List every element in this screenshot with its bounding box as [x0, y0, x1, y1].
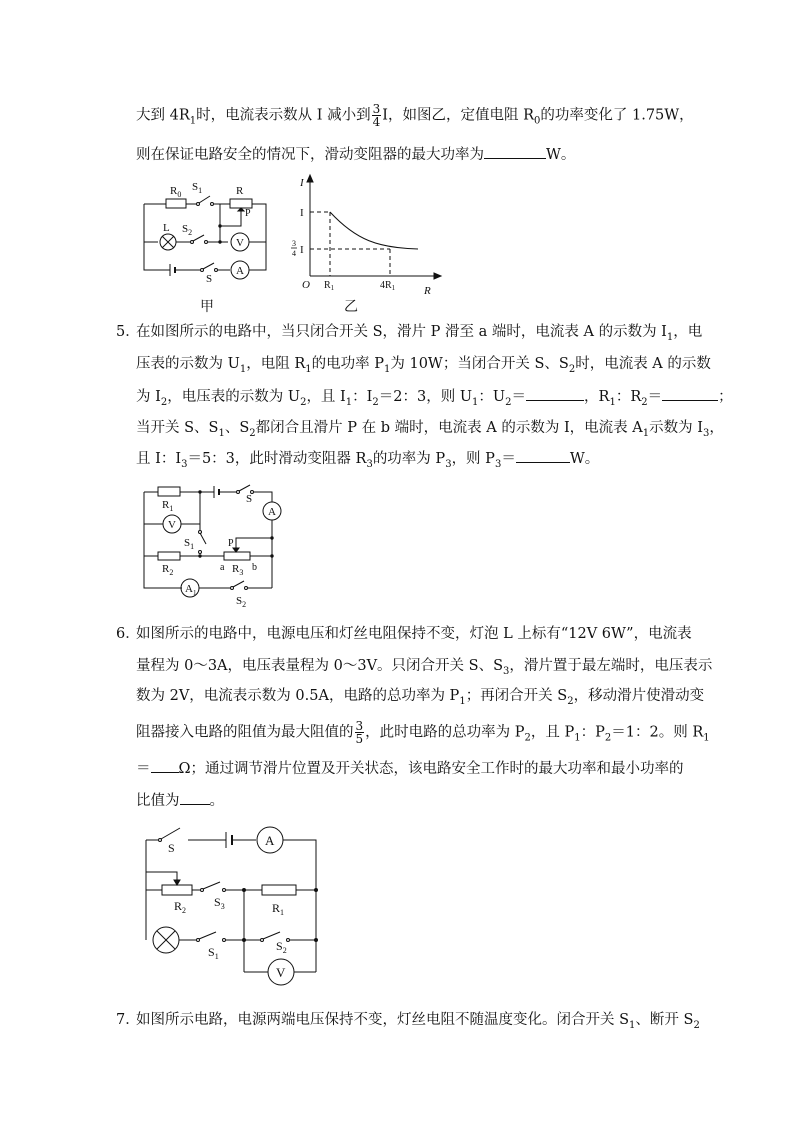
fraction-three-quarters: $\frac{3}{4}$	[372, 102, 381, 129]
rheostat-r2	[162, 885, 192, 895]
svg-text:A: A	[265, 833, 275, 848]
q6-line-6: 比值为 。	[136, 790, 224, 811]
svg-text:O: O	[302, 279, 310, 291]
q6-line-4: 阻器接入电路的阻值为最大阻值的 $\frac{3}{5}$ ，此时电路的总功率为 $P_2$，且 $P_1$：$P_2=1$：2。则 $R_1$	[136, 719, 710, 746]
q4-line-1: 大到 $4R_1$时，电流表示数从 I 减小到 $\frac{3}{4}$ I，如图乙，定值电阻 $R_0$的功率变化了 1.75W，	[136, 102, 694, 129]
resistor-r1	[158, 487, 180, 496]
resistor-r0	[166, 199, 186, 208]
svg-text:V: V	[236, 237, 244, 249]
rheostat-r	[230, 199, 252, 208]
caption-yi: 乙	[344, 299, 358, 315]
resistor-r2	[158, 552, 180, 560]
svg-text:R2: $R_2$	[162, 563, 174, 577]
caption-jia: 甲	[200, 299, 214, 315]
svg-text:R0: $R_0$	[170, 185, 182, 199]
svg-text:A1: $A_1$	[185, 583, 197, 597]
rheostat-r3	[224, 552, 250, 560]
q6-line-5: ＝ Ω；通过调节滑片位置及开关状态，该电路安全工作时的最大功率和最小功率的	[136, 758, 684, 779]
svg-text:b: b	[252, 562, 257, 573]
q6-line-3: 数为 2V，电流表示数为 0.5A，电路的总功率为 $P_1$；再闭合开关 $S_2$，移动滑片使滑动变	[136, 688, 705, 707]
q6-number: 6．	[116, 626, 140, 642]
svg-text:S: S	[206, 273, 213, 285]
q7-number: 7．	[116, 1012, 140, 1028]
resistor-r1	[262, 885, 296, 895]
svg-text:V: V	[276, 965, 286, 980]
svg-text:I: I	[300, 244, 304, 256]
svg-text:V: V	[168, 519, 176, 531]
answer-blank[interactable]	[484, 144, 546, 159]
svg-text:a: a	[220, 562, 225, 573]
fraction-three-fifths: $\frac{3}{5}$	[355, 719, 364, 746]
svg-text:S1: $S_1$	[192, 181, 203, 195]
q6-line-1: 如图所示的电路中，电源电压和灯丝电阻保持不变，灯泡 L 上标有“12V 6W”，电流表	[136, 626, 692, 642]
q6-line-2: 量程为 0～3A，电压表量程为 0～3V。只闭合开关 S、$S_3$，滑片置于最左端时，电压表示	[136, 658, 713, 677]
svg-text:S2: $S_2$	[182, 223, 193, 237]
svg-text:R1: $R_1$	[324, 280, 335, 292]
svg-text:3: 3	[292, 239, 296, 248]
svg-text:S2: $S_2$	[236, 595, 247, 609]
q7-line-1: 如图所示电路，电源两端电压保持不变，灯丝电阻不随温度变化。闭合开关 $S_1$、断开 $S_2$	[136, 1012, 700, 1031]
q5-line-1: 在如图所示的电路中，当只闭合开关 S，滑片 P 滑至 a 端时，电流表 A 的示数为 $I_1$，电	[136, 324, 703, 343]
answer-blank-r1[interactable]	[151, 758, 179, 773]
svg-text:R: R	[424, 285, 431, 297]
svg-text:P: P	[228, 538, 234, 549]
svg-text:R2: $R_2$	[174, 899, 187, 915]
graph-yi	[286, 172, 446, 297]
svg-text:P: P	[245, 208, 251, 219]
q5-line-4: 当开关 S、$S_1$、$S_2$都闭合且滑片 P 在 b 端时，电流表 A 的示数为 I，电流表 $A_1$示数为 $I_3$，	[136, 420, 724, 439]
answer-blank-p3[interactable]	[516, 448, 570, 463]
circuit-diagram-q6	[140, 822, 322, 994]
svg-text:A: A	[236, 265, 244, 277]
q5-line-3: 为 $I_2$，电压表的示数为 $U_2$，且 $I_1$：$I_2=2$：3，则 $U_1$：$U_2=$ ，$R_1$：$R_2=$ ；	[136, 386, 733, 413]
svg-text:S: S	[168, 841, 175, 855]
svg-text:R1: $R_1$	[272, 901, 285, 917]
q5-line-2: 压表的示数为 $U_1$，电阻 $R_1$的电功率 $P_1$为 10W；当闭合开关 S、$S_2$时，电流表 A 的示数	[136, 356, 711, 375]
svg-text:R: R	[236, 185, 244, 197]
answer-blank-ratio[interactable]	[180, 790, 210, 805]
svg-text:A: A	[268, 506, 276, 518]
q4-line-2: 则在保证电路安全的情况下，滑动变阻器的最大功率为 W。	[136, 144, 575, 165]
svg-text:S: S	[246, 493, 253, 505]
svg-text:S3: $S_3$	[214, 895, 225, 911]
svg-text:L: L	[163, 222, 170, 234]
svg-text:S1: $S_1$	[184, 537, 195, 551]
svg-text:R1: $R_1$	[162, 499, 174, 513]
circuit-diagram-q5	[138, 480, 288, 608]
q5-line-5: 且 I：$I_3=5$：3，此时滑动变阻器 $R_3$的功率为 $P_3$，则 $P_3= W$。	[136, 448, 599, 475]
svg-text:4R1: $4R_1$	[380, 280, 396, 292]
q5-number: 5．	[116, 324, 140, 340]
answer-blank-u-ratio[interactable]	[526, 386, 584, 401]
svg-text:S2: $S_2$	[276, 939, 287, 955]
svg-text:I: I	[300, 207, 304, 219]
svg-text:I: I	[300, 177, 304, 189]
svg-text:R3: $R_3$	[232, 563, 244, 577]
svg-text:S1: $S_1$	[208, 945, 219, 961]
svg-text:4: 4	[292, 249, 296, 258]
circuit-diagram-jia	[138, 178, 278, 298]
answer-blank-r-ratio[interactable]	[662, 386, 718, 401]
